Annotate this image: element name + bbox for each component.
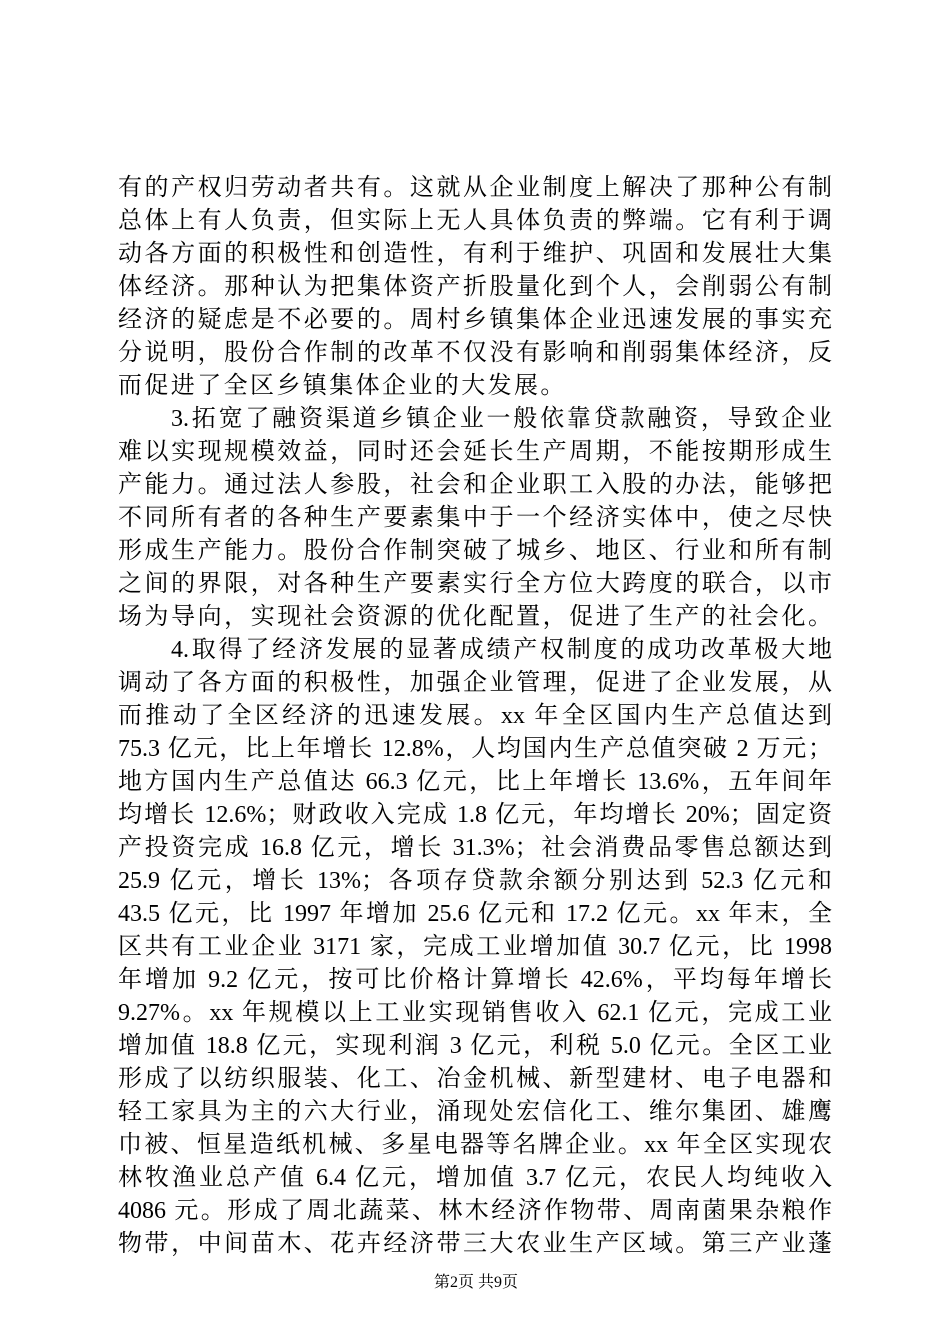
body-line: 经济的疑虑是不必要的。周村乡镇集体企业迅速发展的事实充 bbox=[118, 307, 832, 333]
body-line: 分说明，股份合作制的改革不仅没有影响和削弱集体经济，反 bbox=[118, 340, 832, 366]
body-line: 3.拓宽了融资渠道乡镇企业一般依靠贷款融资，导致企业 bbox=[171, 406, 832, 432]
body-line: 巾被、恒星造纸机械、多星电器等名牌企业。xx 年全区实现农 bbox=[118, 1132, 832, 1158]
page-footer bbox=[0, 1271, 950, 1295]
body-line: 地方国内生产总值达 66.3 亿元，比上年增长 13.6%，五年间年 bbox=[118, 769, 832, 795]
document-body bbox=[118, 172, 832, 1261]
body-line: 区共有工业企业 3171 家，完成工业增加值 30.7 亿元，比 1998 bbox=[118, 934, 832, 960]
body-line: 难以实现规模效益，同时还会延长生产周期，不能按期形成生 bbox=[118, 439, 832, 465]
body-line: 年增加 9.2 亿元，按可比价格计算增长 42.6%，平均每年增长 bbox=[118, 967, 832, 993]
body-line: 轻工家具为主的六大行业，涌现处宏信化工、维尔集团、雄鹰 bbox=[118, 1099, 832, 1125]
body-line: 而促进了全区乡镇集体企业的大发展。 bbox=[118, 373, 567, 399]
body-line: 75.3 亿元，比上年增长 12.8%，人均国内生产总值突破 2 万元； bbox=[118, 736, 832, 762]
body-line: 总体上有人负责，但实际上无人具体负责的弊端。它有利于调 bbox=[118, 208, 832, 234]
body-line: 43.5 亿元，比 1997 年增加 25.6 亿元和 17.2 亿元。xx 年末，全 bbox=[118, 901, 832, 927]
body-line: 形成生产能力。股份合作制突破了城乡、地区、行业和所有制 bbox=[118, 538, 832, 564]
body-line: 之间的界限，对各种生产要素实行全方位大跨度的联合，以市 bbox=[118, 571, 832, 597]
body-line: 而推动了全区经济的迅速发展。xx 年全区国内生产总值达到 bbox=[118, 703, 832, 729]
body-line: 物带，中间苗木、花卉经济带三大农业生产区域。第三产业蓬 bbox=[118, 1231, 832, 1257]
body-line: 体经济。那种认为把集体资产折股量化到个人，会削弱公有制 bbox=[118, 274, 832, 300]
paragraph-property-rights bbox=[118, 172, 832, 403]
body-line: 4.取得了经济发展的显著成绩产权制度的成功改革极大地 bbox=[171, 637, 832, 663]
body-line: 有的产权归劳动者共有。这就从企业制度上解决了那种公有制 bbox=[118, 175, 832, 201]
body-line: 产能力。通过法人参股，社会和企业职工入股的办法，能够把 bbox=[118, 472, 832, 498]
body-line: 9.27%。xx 年规模以上工业实现销售收入 62.1 亿元，完成工业 bbox=[118, 1000, 832, 1026]
body-line: 调动了各方面的积极性，加强企业管理，促进了企业发展，从 bbox=[118, 670, 832, 696]
body-line: 25.9 亿元，增长 13%；各项存贷款余额分别达到 52.3 亿元和 bbox=[118, 868, 832, 894]
body-line: 增加值 18.8 亿元，实现利润 3 亿元，利税 5.0 亿元。全区工业 bbox=[118, 1033, 832, 1059]
body-line: 4086 元。形成了周北蔬菜、林木经济作物带、周南菌果杂粮作 bbox=[118, 1198, 832, 1224]
body-line: 形成了以纺织服装、化工、冶金机械、新型建材、电子电器和 bbox=[118, 1066, 832, 1092]
body-line: 均增长 12.6%；财政收入完成 1.8 亿元，年均增长 20%；固定资 bbox=[118, 802, 832, 828]
body-line: 林牧渔业总产值 6.4 亿元，增加值 3.7 亿元，农民人均纯收入 bbox=[118, 1165, 832, 1191]
paragraph-economic-results bbox=[118, 634, 832, 1261]
body-line: 产投资完成 16.8 亿元，增长 31.3%；社会消费品零售总额达到 bbox=[118, 835, 832, 861]
body-line: 场为导向，实现社会资源的优化配置，促进了生产的社会化。 bbox=[118, 604, 832, 630]
body-line: 动各方面的积极性和创造性，有利于维护、巩固和发展壮大集 bbox=[118, 241, 832, 267]
page-number-label: 第2页 共9页 bbox=[433, 1274, 518, 1291]
body-line: 不同所有者的各种生产要素集中于一个经济实体中，使之尽快 bbox=[118, 505, 832, 531]
paragraph-financing-channels bbox=[118, 403, 832, 634]
